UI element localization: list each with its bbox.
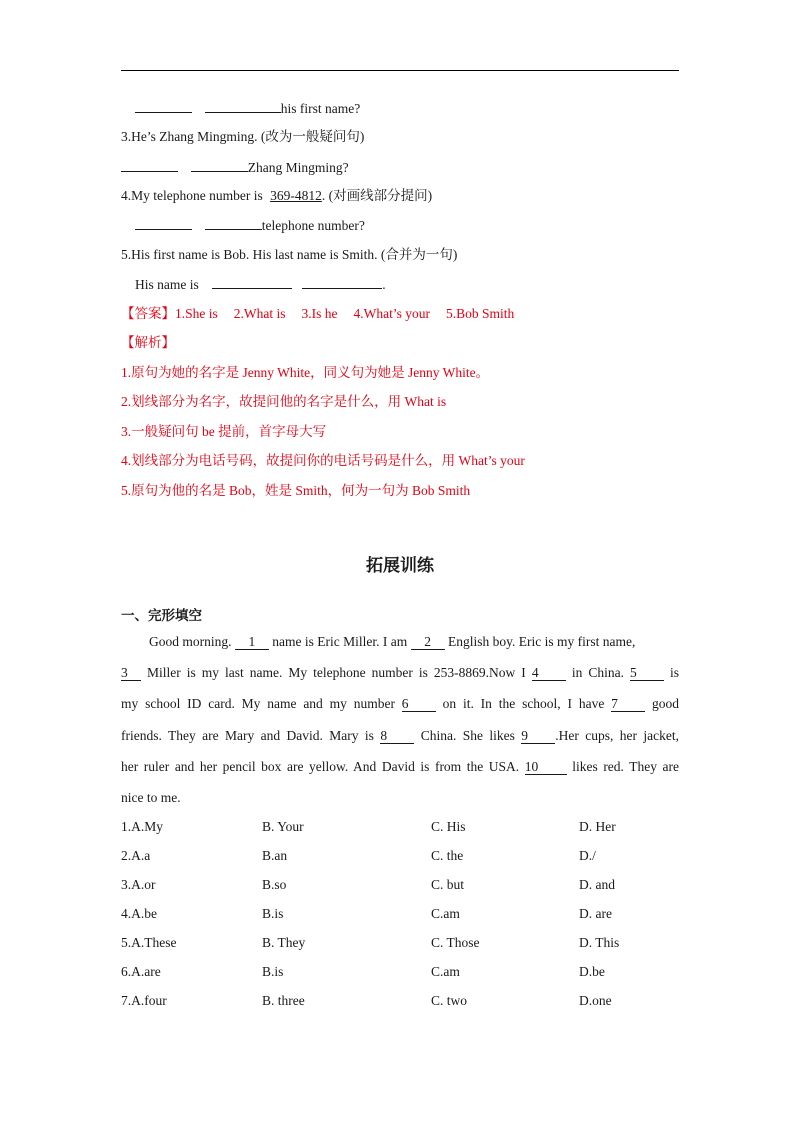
option-row xyxy=(121,934,681,952)
option-a[interactable]: 1.A.My xyxy=(121,819,164,834)
analysis-line: 2.划线部分为名字，故提问他的名字是什么，用 What is xyxy=(121,394,447,409)
question-3: 3.He’s Zhang Mingming. (改为一般疑问句) xyxy=(121,129,365,144)
answer-blank[interactable] xyxy=(302,275,382,289)
cloze-blank[interactable]: 4 xyxy=(532,666,566,681)
passage-line: her ruler and her pencil box are yellow. And David is from the USA. 10 likes red. They are xyxy=(121,759,679,774)
answer-blank[interactable] xyxy=(205,216,262,230)
option-row xyxy=(121,992,681,1010)
option-d[interactable]: D. This xyxy=(579,935,620,950)
option-c[interactable]: C. but xyxy=(431,877,465,892)
option-b[interactable]: B. three xyxy=(262,993,305,1008)
section-title: 拓展训练 xyxy=(366,556,434,576)
option-c[interactable]: C. His xyxy=(431,819,466,834)
cloze-blank[interactable]: 9 xyxy=(521,729,555,744)
option-a[interactable]: 2.A.a xyxy=(121,848,151,863)
cloze-blank[interactable]: 8 xyxy=(380,729,414,744)
passage-line: nice to me. xyxy=(121,790,181,805)
analysis-label: 【解析】 xyxy=(121,335,175,350)
answer-blank[interactable] xyxy=(121,158,178,172)
option-c[interactable]: C.am xyxy=(431,964,460,979)
answer-blank[interactable] xyxy=(205,99,281,113)
passage-line: my school ID card. My name and my number 6 on it. In the school, I have 7 good xyxy=(121,696,680,711)
option-b[interactable]: B. They xyxy=(262,935,306,950)
question-4: 4.My telephone number is 369-4812. (对画线部分提问) xyxy=(121,188,433,203)
subsection-title: 一、完形填空 xyxy=(121,608,202,624)
passage-line: 3 Miller is my last name. My telephone number is 253-8869.Now I 4 in China. 5 is xyxy=(121,665,679,680)
question-3-blank-line: Zhang Mingming? xyxy=(121,158,349,177)
option-a[interactable]: 3.A.or xyxy=(121,877,156,892)
question-5: 5.His first name is Bob. His last name is Smith. (合并为一句) xyxy=(121,247,458,262)
option-row xyxy=(121,847,681,865)
option-row xyxy=(121,905,681,923)
question-2-blank-line: his first name? xyxy=(135,99,360,118)
analysis-line: 3.一般疑问句 be 提前，首字母大写 xyxy=(121,424,327,439)
option-a[interactable]: 7.A.four xyxy=(121,993,167,1008)
option-b[interactable]: B. Your xyxy=(262,819,304,834)
cloze-blank[interactable]: 1 xyxy=(235,635,269,650)
answer-blank[interactable] xyxy=(212,275,292,289)
passage-line: Good morning. 1 name is Eric Miller. I am 2 English boy. Eric is my first name, xyxy=(149,634,636,649)
cloze-blank[interactable]: 3 xyxy=(121,666,141,681)
underlined-phone-number: 369-4812 xyxy=(270,188,322,203)
option-d[interactable]: D. and xyxy=(579,877,615,892)
option-d[interactable]: D.one xyxy=(579,993,612,1008)
option-a[interactable]: 5.A.These xyxy=(121,935,177,950)
analysis-line: 4.划线部分为电话号码，故提问你的电话号码是什么，用 What’s your xyxy=(121,453,525,468)
cloze-blank[interactable]: 10 xyxy=(525,760,567,775)
option-d[interactable]: D./ xyxy=(579,848,596,863)
answer-line: 【答案】1.She is 2.What is 3.Is he 4.What’s your 5.Bob Smith xyxy=(121,306,515,321)
option-c[interactable]: C. the xyxy=(431,848,464,863)
cloze-blank[interactable]: 2 xyxy=(411,635,445,650)
header-rule xyxy=(121,70,679,71)
option-c[interactable]: C. Those xyxy=(431,935,480,950)
question-4-blank-line: telephone number? xyxy=(135,216,365,235)
option-a[interactable]: 6.A.are xyxy=(121,964,161,979)
option-row xyxy=(121,818,681,836)
answer-blank[interactable] xyxy=(191,158,248,172)
option-d[interactable]: D. Her xyxy=(579,819,616,834)
option-row xyxy=(121,876,681,894)
option-a[interactable]: 4.A.be xyxy=(121,906,157,921)
option-d[interactable]: D. are xyxy=(579,906,612,921)
answer-blank[interactable] xyxy=(135,216,192,230)
option-row xyxy=(121,963,681,981)
option-c[interactable]: C.am xyxy=(431,906,460,921)
answer-label: 【答案】 xyxy=(121,306,175,321)
analysis-line: 5.原句为他的名是 Bob，姓是 Smith，何为一句为 Bob Smith xyxy=(121,483,471,498)
option-d[interactable]: D.be xyxy=(579,964,605,979)
option-b[interactable]: B.is xyxy=(262,906,284,921)
cloze-blank[interactable]: 7 xyxy=(611,697,645,712)
analysis-line: 1.原句为她的名字是 Jenny White，同义句为她是 Jenny White。 xyxy=(121,365,490,380)
answer-blank[interactable] xyxy=(135,99,192,113)
option-b[interactable]: B.is xyxy=(262,964,284,979)
cloze-blank[interactable]: 6 xyxy=(402,697,436,712)
option-c[interactable]: C. two xyxy=(431,993,468,1008)
option-b[interactable]: B.an xyxy=(262,848,288,863)
cloze-blank[interactable]: 5 xyxy=(630,666,664,681)
passage-line: friends. They are Mary and David. Mary is 8 China. She likes 9 .Her cups, her jacket, xyxy=(121,728,679,743)
question-5-blank-line: His name is . xyxy=(135,277,386,292)
option-b[interactable]: B.so xyxy=(262,877,287,892)
